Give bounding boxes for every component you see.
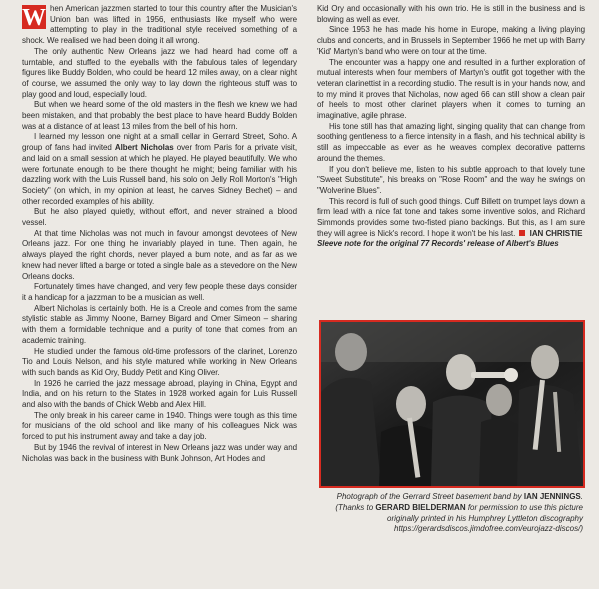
caption-url: https://gerardsdiscos.jimdofree.com/eurojazz-discos/) (394, 524, 583, 534)
photographer-name: IAN JENNINGS (523, 492, 581, 501)
paragraph: The only break in his career came in 1940. Things were tough as this time for musicians of the old school and like many of his colleagues Nick was forced to put his instrument away and take a day job. (22, 410, 297, 442)
drop-cap: W (22, 5, 46, 31)
photo-caption (317, 492, 583, 535)
end-mark-icon (519, 230, 525, 236)
author-name: IAN CHRISTIE (529, 228, 583, 238)
paragraph: The only authentic New Orleans jazz we had heard had come off a turntable, and stuffed to the eyeballs with the fabulous tales of legendary figures like Buddy Bolden, who could be heard 12 miles away, on a clear night of course, we assumed the only way to lay down the righteous stuff was to play good and loud, especially loud. (22, 46, 297, 99)
paragraph: Since 1953 he has made his home in Europe, making a living playing clubs and concerts, and in Brussels in September 1966 he met up with Barry 'Kid' Martyn's band who were on tour at the time. (317, 25, 585, 56)
paragraph: But he also played quietly, without effort, and never strained a blood vessel. (22, 207, 297, 228)
thanks-name: GERARD BIELDERMAN (375, 502, 466, 512)
band-photo-illustration (321, 322, 583, 486)
right-column (317, 4, 585, 250)
left-column (22, 4, 297, 464)
sleeve-credit: Sleeve note for the original 77 Records' release of Albert's Blues (317, 239, 559, 249)
paragraph: This record is full of such good things. Cuff Billett on trumpet lays down a firm lead with a nice fat tone and takes some inventive solos, and Richard Simmonds provides some two-fisted piano backings. But this, as I am sure they will agree is Nick's record. I hope it won't be his last. IAN CHRISTIE (317, 196, 585, 238)
caption-line: (Thanks to GERARD BIELDERMAN for permission to use this picture originally printed in his Humphrey Lyttleton discography (335, 502, 583, 523)
paragraph: At that time Nicholas was not much in favour amongst devotees of New Orleans jazz. For one thing he invariably played in tune. Then again, he always played the right chords, never played a bum note, and as far as we knew had never lifted a barge or toted a single bale as a stevedore on the New Orleans docks. (22, 228, 297, 281)
caption-line: Photograph of the Gerrard Street basement band by IAN JENNINGS. (336, 492, 583, 501)
paragraph: Kid Ory and occasionally with his own trio. He is still in the business and is blowing as well as ever. (317, 4, 585, 24)
paragraph: Fortunately times have changed, and very few people these days consider it a handicap for a jazzman to be a musician as well. (22, 282, 297, 302)
paragraph: Albert Nicholas is certainly both. He is a Creole and comes from the same stylistic stable as Jimmy Noone, Barney Bigard and Omer Simeon – sharing with them a formidable technique and a purity of tone that comes from an academic training. (22, 303, 297, 345)
paragraph: I learned my lesson one night at a small cellar in Gerrard Street, Soho. A group of fans had invited Albert Nicholas over from Paris for a private visit, and laid on a small session at which he played. He played beautifully. We who were fortunate enough to be there thought he might; being familiar with his dazzling work with the Luis Russell band, his solo on Jelly Roll Morton's "High Society" (on which, in my opinion at least, he carves Sidney Bechet) – and other recorded examples of his ability. (22, 132, 297, 206)
paragraph: But by 1946 the revival of interest in New Orleans jazz was under way and Nicholas was back in the business with Bunk Johnson, Art Hodes and (22, 442, 297, 463)
paragraph: If you don't believe me, listen to his subtle approach to that lovely tune "Sweet Substitute", his breaks on "Rose Room" and the way he swings on "Wolverine Blues". (317, 164, 585, 195)
paragraph: His tone still has that amazing light, singing quality that can change from soothing gentleness to a fierce intensity in a flash, and his technical ability is still as impeccable as ever as he weaves complex decorative patterns around the themes. (317, 121, 585, 163)
artist-name: Albert Nicholas (114, 143, 174, 153)
paragraph: The encounter was a happy one and resulted in a further exploration of mutual interests when four members of Martyn's outfit got together with the veteran clarinettist in a recording studio. The result is in your hands now, and to my mind it proves that Nicholas, now aged 66 can still show a clean pair of heels to most other clarinet players when it comes to turning an imaginative, agile phrase. (317, 57, 585, 121)
paragraph: In 1926 he carried the jazz message abroad, playing in China, Egypt and India, and on his return to the States in 1928 worked again for Luis Russell and also with the bands of Chick Webb and Alex Hill. (22, 378, 297, 410)
paragraph-intro: W hen American jazzmen started to tour this country after the Musician's Union ban was lifted in 1956, enthusiasts like myself who were attempting to play in the traditional style received something of a shock. We realised we had been doing it all wrong. (22, 4, 297, 46)
paragraph: He studied under the famous old-time professors of the clarinet, Lorenzo Tio and Louis Nelson, and his style matured while working in New Orleans with such bands as Kid Ory, Buddy Petit and King Oliver. (22, 346, 297, 377)
paragraph: But when we heard some of the old masters in the flesh we knew we had been mistaken, and that probably the best place to have heard Buddy Bolden was at a distance of at least 13 miles from the bell of his horn. (22, 100, 297, 131)
band-photograph (319, 320, 585, 488)
